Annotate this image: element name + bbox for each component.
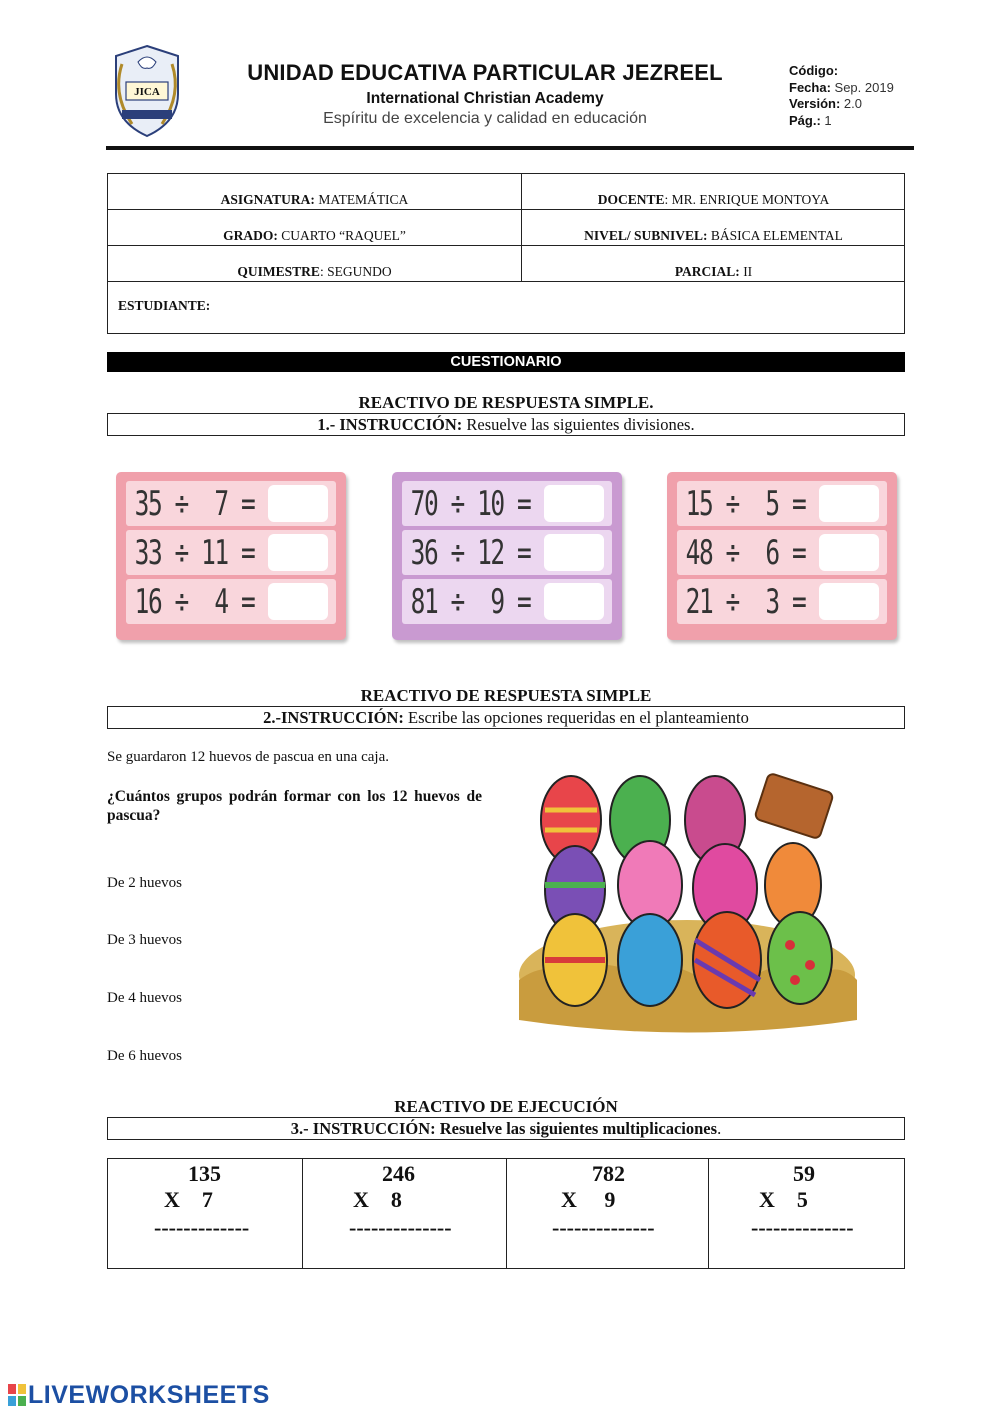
section3-instruction-text: Resuelve las siguientes multiplicaciones [435, 1119, 718, 1138]
section1-instruction-text: Resuelve las siguientes divisiones. [462, 415, 695, 434]
academy-name: International Christian Academy [366, 90, 604, 107]
info-table [107, 173, 905, 334]
quimestre-value: : SEGUNDO [319, 264, 392, 279]
answer-input[interactable] [544, 485, 604, 522]
cuestionario-bar: CUESTIONARIO [107, 352, 905, 372]
docente-label: DOCENTE [597, 192, 665, 207]
section2-instruction-label: 2.-INSTRUCCIÓN: [263, 708, 404, 727]
answer-input[interactable] [819, 583, 879, 620]
header-divider [106, 146, 914, 150]
division-equation: 35 ÷ 7 = [134, 483, 255, 524]
division-equation: 81 ÷ 9 = [410, 581, 531, 622]
multiplication-problem [108, 1159, 303, 1268]
version-label: Versión: [789, 96, 841, 111]
grado-value: CUARTO “RAQUEL” [281, 228, 406, 243]
section2-instruction-text: Escribe las opciones requeridas en el planteamiento [403, 708, 749, 727]
division-equation: 33 ÷ 11 = [134, 532, 255, 573]
liveworksheets-icon [8, 1384, 26, 1406]
multiplicand: 246 [382, 1161, 415, 1186]
division-row [126, 530, 336, 575]
answer-line[interactable]: ------------- [154, 1215, 250, 1240]
pag-value: 1 [824, 112, 832, 128]
pag-label: Pág.: [789, 112, 821, 128]
answer-line[interactable]: -------------- [751, 1215, 854, 1240]
docente-cell [522, 174, 905, 209]
answer-line[interactable]: -------------- [552, 1215, 655, 1240]
division-equation: 21 ÷ 3 = [685, 581, 806, 622]
section2-instruction [107, 706, 905, 729]
division-row [402, 579, 612, 624]
easter-eggs-illustration [515, 770, 860, 1035]
division-equation: 36 ÷ 12 = [410, 532, 531, 573]
option-2-eggs: De 2 huevos [107, 875, 182, 891]
info-row [108, 246, 904, 282]
answer-input[interactable] [268, 534, 328, 571]
answer-input[interactable] [544, 534, 604, 571]
answer-input[interactable] [268, 485, 328, 522]
section3-instruction-end: . [717, 1119, 722, 1138]
grado-label: GRADO: [223, 228, 278, 243]
parcial-cell [522, 246, 905, 281]
school-logo [108, 44, 186, 138]
grado-cell [108, 210, 522, 245]
option-3-eggs: De 3 huevos [107, 932, 182, 948]
section3-title: REACTIVO DE EJECUCIÓN [394, 1097, 618, 1116]
problem-statement: Se guardaron 12 huevos de pascua en una caja. [107, 749, 389, 765]
section1-instruction [107, 413, 905, 436]
parcial-value: II [743, 264, 753, 279]
answer-line[interactable]: -------------- [349, 1215, 452, 1240]
multiplicand: 135 [188, 1161, 221, 1186]
fecha-value: Sep. 2019 [834, 79, 894, 95]
division-equation: 70 ÷ 10 = [410, 483, 531, 524]
answer-input[interactable] [819, 534, 879, 571]
liveworksheets-logo[interactable] [8, 1381, 270, 1410]
multiplication-problem [507, 1159, 709, 1268]
section1-instruction-label: 1.- INSTRUCCIÓN: [317, 415, 463, 434]
nivel-label: NIVEL/ SUBNIVEL: [584, 228, 708, 243]
asignatura-cell [108, 174, 522, 209]
multiplier: X 8 [353, 1187, 402, 1212]
brand-name: LIVEWORKSHEETS [28, 1381, 270, 1409]
nivel-cell [522, 210, 905, 245]
division-equation: 48 ÷ 6 = [685, 532, 806, 573]
multiplier: X 7 [164, 1187, 213, 1212]
division-card [392, 472, 622, 640]
parcial-label: PARCIAL: [674, 264, 740, 279]
info-row [108, 210, 904, 246]
section3-instruction [107, 1117, 905, 1140]
asignatura-value: MATEMÁTICA [318, 192, 409, 207]
answer-input[interactable] [819, 485, 879, 522]
nivel-value: BÁSICA ELEMENTAL [710, 228, 843, 243]
school-motto: Espíritu de excelencia y calidad en educación [323, 110, 647, 127]
fecha-label: Fecha: [789, 79, 831, 95]
division-card [667, 472, 897, 640]
section2-title: REACTIVO DE RESPUESTA SIMPLE [360, 686, 652, 705]
division-row [677, 579, 887, 624]
problem-question: ¿Cuántos grupos podrán formar con los 12 huevos de pascua? [107, 788, 482, 824]
division-row [677, 530, 887, 575]
division-row [402, 530, 612, 575]
multiplicand: 59 [793, 1161, 815, 1186]
division-row [402, 481, 612, 526]
division-card [116, 472, 346, 640]
document-meta [789, 63, 894, 129]
school-name: UNIDAD EDUCATIVA PARTICULAR JEZREEL [247, 60, 723, 85]
division-row [677, 481, 887, 526]
multiplication-table [107, 1158, 905, 1269]
quimestre-cell [108, 246, 522, 281]
multiplier: X 5 [759, 1187, 808, 1212]
info-row [108, 174, 904, 210]
section1-title: REACTIVO DE RESPUESTA SIMPLE. [358, 393, 654, 412]
option-4-eggs: De 4 huevos [107, 990, 182, 1006]
section3-instruction-label: 3.- INSTRUCCIÓN: [290, 1119, 436, 1138]
docente-value: : MR. ENRIQUE MONTOYA [664, 192, 830, 207]
logo-text: JICA [134, 86, 160, 98]
quimestre-label: QUIMESTRE [237, 264, 320, 279]
codigo-label: Código: [789, 63, 839, 78]
multiplicand: 782 [592, 1161, 625, 1186]
answer-input[interactable] [544, 583, 604, 620]
multiplication-problem [709, 1159, 904, 1268]
estudiante-label: ESTUDIANTE: [118, 298, 211, 313]
answer-input[interactable] [268, 583, 328, 620]
multiplication-problem [303, 1159, 507, 1268]
division-row [126, 481, 336, 526]
division-equation: 16 ÷ 4 = [134, 581, 255, 622]
version-value: 2.0 [843, 96, 862, 111]
option-6-eggs: De 6 huevos [107, 1048, 182, 1064]
division-row [126, 579, 336, 624]
division-equation: 15 ÷ 5 = [685, 483, 806, 524]
multiplier: X 9 [561, 1187, 616, 1212]
asignatura-label: ASIGNATURA: [220, 192, 315, 207]
